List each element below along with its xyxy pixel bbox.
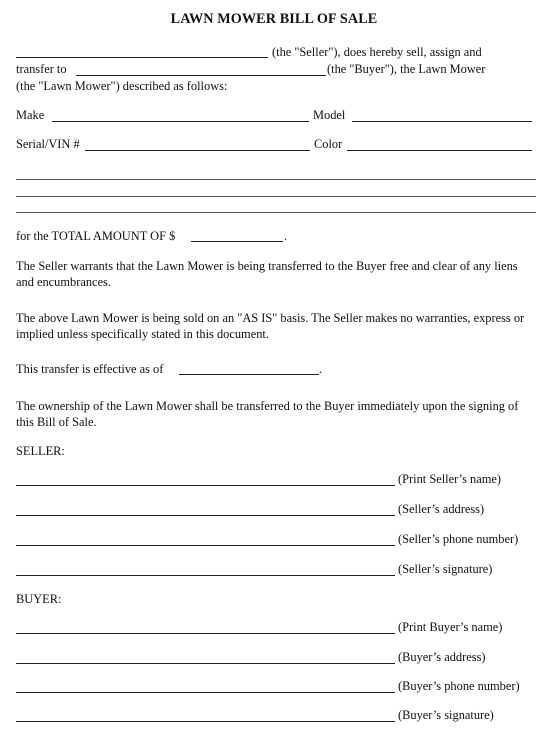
seller-heading: SELLER: bbox=[16, 444, 65, 458]
model-label: Model bbox=[313, 108, 346, 122]
seller-clause: (the "Seller"), does hereby sell, assign and bbox=[272, 45, 482, 59]
seller-print-name-line[interactable] bbox=[16, 485, 395, 486]
warranty-paragraph: The Seller warrants that the Lawn Mower is being transferred to the Buyer free and clear of any liens and encumbrances. bbox=[16, 259, 518, 289]
seller-signature-line[interactable] bbox=[16, 575, 395, 576]
serial-field-line[interactable] bbox=[85, 150, 310, 151]
color-field-line[interactable] bbox=[347, 150, 532, 151]
buyer-print-name-caption: (Print Buyer’s name) bbox=[398, 620, 503, 634]
description-line[interactable] bbox=[16, 179, 536, 180]
make-label: Make bbox=[16, 108, 45, 122]
total-amount-label: for the TOTAL AMOUNT OF $ bbox=[16, 229, 176, 243]
transfer-to-label: transfer to bbox=[16, 62, 67, 76]
effective-date-line[interactable] bbox=[179, 374, 319, 375]
buyer-name-line[interactable] bbox=[76, 75, 326, 76]
seller-address-caption: (Seller’s address) bbox=[398, 502, 485, 516]
buyer-phone-line[interactable] bbox=[16, 692, 395, 693]
seller-print-name-caption: (Print Seller’s name) bbox=[398, 472, 502, 486]
seller-phone-line[interactable] bbox=[16, 545, 395, 546]
color-label: Color bbox=[314, 137, 343, 151]
buyer-address-line[interactable] bbox=[16, 663, 395, 664]
description-line[interactable] bbox=[16, 196, 536, 197]
make-field-line[interactable] bbox=[52, 121, 309, 122]
total-amount-period: . bbox=[284, 229, 288, 243]
seller-name-line[interactable] bbox=[16, 57, 268, 58]
description-line[interactable] bbox=[16, 212, 536, 213]
buyer-clause: (the "Buyer"), the Lawn Mower bbox=[327, 62, 486, 76]
effective-date-period: . bbox=[319, 362, 323, 376]
buyer-print-name-line[interactable] bbox=[16, 633, 395, 634]
seller-signature-caption: (Seller’s signature) bbox=[398, 562, 493, 576]
buyer-phone-caption: (Buyer’s phone number) bbox=[398, 679, 520, 693]
buyer-signature-line[interactable] bbox=[16, 721, 395, 722]
seller-phone-caption: (Seller’s phone number) bbox=[398, 532, 519, 546]
buyer-signature-caption: (Buyer’s signature) bbox=[398, 708, 494, 722]
model-field-line[interactable] bbox=[352, 121, 532, 122]
as-is-paragraph: The above Lawn Mower is being sold on an "AS IS" basis. The Seller makes no warranties, express or implied unless specifically stated in this document. bbox=[16, 311, 525, 341]
serial-label: Serial/VIN # bbox=[16, 137, 80, 151]
described-clause: (the "Lawn Mower") described as follows: bbox=[16, 79, 228, 93]
seller-address-line[interactable] bbox=[16, 515, 395, 516]
effective-date-label: This transfer is effective as of bbox=[16, 362, 164, 376]
total-amount-line[interactable] bbox=[191, 241, 283, 242]
document-title: LAWN MOWER BILL OF SALE bbox=[170, 11, 378, 27]
buyer-address-caption: (Buyer’s address) bbox=[398, 650, 486, 664]
ownership-paragraph: The ownership of the Lawn Mower shall be transferred to the Buyer immediately upon the signing of this Bill of Sale. bbox=[16, 399, 519, 429]
buyer-heading: BUYER: bbox=[16, 592, 62, 606]
